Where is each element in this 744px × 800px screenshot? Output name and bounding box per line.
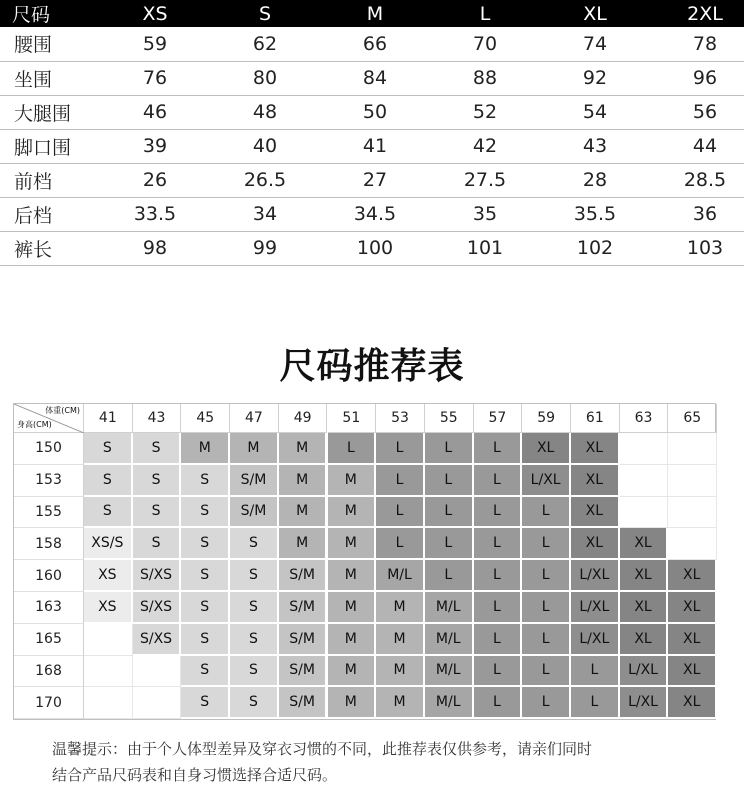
size-recommendation-cell: L/XL bbox=[571, 624, 620, 656]
size-recommendation-cell: XS bbox=[84, 560, 133, 592]
size-table-row bbox=[0, 197, 744, 231]
size-recommendation-cell: S bbox=[133, 528, 182, 560]
size-table-header: M bbox=[320, 0, 430, 27]
size-recommendation-cell: S/XS bbox=[133, 560, 182, 592]
measurement-label: 坐围 bbox=[0, 61, 100, 95]
measurement-value: 35.5 bbox=[540, 197, 650, 231]
measurement-value: 84 bbox=[320, 61, 430, 95]
size-recommendation-cell: XL bbox=[571, 497, 620, 529]
size-recommendation-cell: L bbox=[474, 687, 523, 719]
weight-axis-label: 体重(CM) bbox=[45, 406, 80, 415]
size-recommendation-cell: S/XS bbox=[133, 624, 182, 656]
recommendation-title: 尺码推荐表 bbox=[279, 346, 465, 387]
size-recommendation-cell: S bbox=[181, 656, 230, 688]
size-recommendation-cell: S bbox=[230, 624, 279, 656]
size-recommendation-cell: L bbox=[425, 433, 474, 465]
size-recommendation-cell: S/M bbox=[230, 465, 279, 497]
measurement-label: 腰围 bbox=[0, 27, 100, 61]
height-header: 165 bbox=[14, 624, 84, 656]
weight-header: 47 bbox=[230, 404, 279, 433]
size-table-row bbox=[0, 163, 744, 197]
size-recommendation-cell: S bbox=[181, 497, 230, 529]
size-recommendation-cell: M bbox=[328, 465, 377, 497]
height-header: 163 bbox=[14, 592, 84, 624]
size-recommendation-cell: L/XL bbox=[620, 687, 669, 719]
size-recommendation-cell: L bbox=[571, 656, 620, 688]
weight-header: 53 bbox=[376, 404, 425, 433]
size-table-row bbox=[0, 95, 744, 129]
recommendation-grid bbox=[13, 403, 716, 720]
measurement-value: 40 bbox=[210, 129, 320, 163]
size-recommendation-cell: XL bbox=[620, 624, 669, 656]
measurement-value: 35 bbox=[430, 197, 540, 231]
size-recommendation-cell: L/XL bbox=[620, 656, 669, 688]
size-recommendation-cell: L bbox=[425, 465, 474, 497]
tip-note bbox=[52, 736, 702, 788]
size-recommendation-cell: XS bbox=[84, 592, 133, 624]
height-header: 150 bbox=[14, 433, 84, 465]
size-recommendation-cell: M bbox=[328, 497, 377, 529]
size-recommendation-cell: XL bbox=[620, 592, 669, 624]
size-recommendation-cell: XS/S bbox=[84, 528, 133, 560]
empty-cell bbox=[133, 687, 182, 719]
size-recommendation-cell: XL bbox=[620, 560, 669, 592]
size-table-row bbox=[0, 61, 744, 95]
size-recommendation-cell: L/XL bbox=[571, 560, 620, 592]
empty-cell bbox=[84, 624, 133, 656]
size-recommendation-cell: S bbox=[230, 656, 279, 688]
measurement-value: 48 bbox=[210, 95, 320, 129]
size-recommendation-cell: XL bbox=[668, 687, 717, 719]
weight-header: 55 bbox=[425, 404, 474, 433]
size-recommendation-cell: S/XS bbox=[133, 592, 182, 624]
size-recommendation-cell: L bbox=[522, 592, 571, 624]
size-recommendation-cell: L bbox=[522, 624, 571, 656]
measurement-label: 后档 bbox=[0, 197, 100, 231]
measurement-value: 41 bbox=[320, 129, 430, 163]
empty-cell bbox=[620, 497, 669, 529]
size-recommendation-cell: XL bbox=[668, 592, 717, 624]
measurement-value: 76 bbox=[100, 61, 210, 95]
measurement-label: 脚口围 bbox=[0, 129, 100, 163]
measurement-value: 74 bbox=[540, 27, 650, 61]
size-recommendation-cell: L bbox=[474, 592, 523, 624]
measurement-value: 26 bbox=[100, 163, 210, 197]
measurement-value: 62 bbox=[210, 27, 320, 61]
empty-cell bbox=[84, 687, 133, 719]
size-recommendation-cell: M bbox=[328, 560, 377, 592]
height-header: 168 bbox=[14, 656, 84, 688]
size-recommendation-cell: M bbox=[376, 687, 425, 719]
weight-header: 59 bbox=[522, 404, 571, 433]
size-recommendation-cell: L bbox=[474, 528, 523, 560]
weight-header: 51 bbox=[328, 404, 377, 433]
size-recommendation-cell: M bbox=[376, 656, 425, 688]
size-recommendation-cell: L bbox=[376, 497, 425, 529]
size-recommendation-cell: XL bbox=[620, 528, 669, 560]
weight-header: 49 bbox=[279, 404, 328, 433]
size-recommendation-cell: S bbox=[84, 465, 133, 497]
size-recommendation-cell: L bbox=[425, 560, 474, 592]
measurement-value: 26.5 bbox=[210, 163, 320, 197]
measurement-value: 88 bbox=[430, 61, 540, 95]
measurement-value: 46 bbox=[100, 95, 210, 129]
size-recommendation-cell: M bbox=[279, 433, 328, 465]
empty-cell bbox=[620, 433, 669, 465]
measurement-value: 102 bbox=[540, 231, 650, 265]
size-recommendation-cell: M bbox=[279, 465, 328, 497]
measurement-value: 36 bbox=[650, 197, 744, 231]
size-recommendation-cell: XL bbox=[571, 465, 620, 497]
size-recommendation-cell: L bbox=[474, 433, 523, 465]
empty-cell bbox=[668, 497, 717, 529]
size-table-row bbox=[0, 129, 744, 163]
size-recommendation-cell: S bbox=[181, 592, 230, 624]
measurement-value: 28.5 bbox=[650, 163, 744, 197]
size-recommendation-cell: S bbox=[181, 624, 230, 656]
size-recommendation-cell: M bbox=[279, 528, 328, 560]
measurement-value: 66 bbox=[320, 27, 430, 61]
empty-cell bbox=[620, 465, 669, 497]
measurement-value: 43 bbox=[540, 129, 650, 163]
measurement-value: 92 bbox=[540, 61, 650, 95]
size-recommendation-cell: M bbox=[328, 528, 377, 560]
weight-header: 41 bbox=[84, 404, 133, 433]
size-recommendation-cell: S/M bbox=[230, 497, 279, 529]
measurement-value: 56 bbox=[650, 95, 744, 129]
measurement-value: 100 bbox=[320, 231, 430, 265]
height-header: 170 bbox=[14, 687, 84, 719]
size-recommendation-cell: S/M bbox=[279, 656, 328, 688]
size-recommendation-cell: L bbox=[376, 528, 425, 560]
measurement-label: 裤长 bbox=[0, 231, 100, 265]
size-recommendation-cell: S/M bbox=[279, 560, 328, 592]
size-recommendation-cell: M bbox=[328, 687, 377, 719]
size-recommendation-cell: S bbox=[133, 433, 182, 465]
size-table-header: 尺码 bbox=[0, 0, 100, 27]
size-table bbox=[0, 0, 744, 266]
size-recommendation-cell: S bbox=[133, 497, 182, 529]
weight-header: 45 bbox=[181, 404, 230, 433]
measurement-value: 101 bbox=[430, 231, 540, 265]
measurement-label: 前档 bbox=[0, 163, 100, 197]
size-recommendation-cell: XL bbox=[668, 656, 717, 688]
size-recommendation-cell: L bbox=[376, 465, 425, 497]
empty-cell bbox=[668, 433, 717, 465]
size-recommendation-cell: S bbox=[84, 433, 133, 465]
height-header: 160 bbox=[14, 560, 84, 592]
size-recommendation-cell: L bbox=[522, 560, 571, 592]
height-axis-label: 身高(CM) bbox=[17, 420, 52, 429]
size-recommendation-cell: S bbox=[230, 560, 279, 592]
size-table-header-row bbox=[0, 0, 744, 27]
measurement-value: 98 bbox=[100, 231, 210, 265]
size-recommendation-cell: L bbox=[328, 433, 377, 465]
size-recommendation-cell: M bbox=[376, 592, 425, 624]
measurement-value: 50 bbox=[320, 95, 430, 129]
measurement-value: 96 bbox=[650, 61, 744, 95]
size-recommendation-cell: L bbox=[474, 465, 523, 497]
weight-header: 65 bbox=[668, 404, 717, 433]
size-recommendation-cell: S bbox=[230, 528, 279, 560]
size-recommendation-cell: M bbox=[328, 624, 377, 656]
size-table-header: S bbox=[210, 0, 320, 27]
size-recommendation-cell: L bbox=[571, 687, 620, 719]
size-recommendation-cell: M bbox=[376, 624, 425, 656]
measurement-value: 78 bbox=[650, 27, 744, 61]
tip-note-line-1: 温馨提示：由于个人体型差异及穿衣习惯的不同，此推荐表仅供参考，请亲们同时 bbox=[52, 740, 593, 758]
measurement-value: 103 bbox=[650, 231, 744, 265]
empty-cell bbox=[668, 528, 717, 560]
size-recommendation-cell: S bbox=[133, 465, 182, 497]
measurement-value: 39 bbox=[100, 129, 210, 163]
size-recommendation-cell: M bbox=[328, 592, 377, 624]
grid-corner-header bbox=[14, 404, 84, 433]
size-recommendation-cell: L bbox=[522, 656, 571, 688]
size-recommendation-cell: S bbox=[181, 560, 230, 592]
size-recommendation-cell: M bbox=[328, 656, 377, 688]
size-recommendation-cell: XL bbox=[571, 528, 620, 560]
size-recommendation-cell: L bbox=[474, 624, 523, 656]
size-recommendation-cell: S bbox=[230, 687, 279, 719]
size-table-body bbox=[0, 27, 744, 265]
measurement-value: 42 bbox=[430, 129, 540, 163]
height-header: 155 bbox=[14, 497, 84, 529]
measurement-value: 80 bbox=[210, 61, 320, 95]
size-table-row bbox=[0, 27, 744, 61]
size-recommendation-cell: M/L bbox=[425, 592, 474, 624]
measurement-value: 99 bbox=[210, 231, 320, 265]
measurement-value: 27.5 bbox=[430, 163, 540, 197]
size-recommendation-cell: S/M bbox=[279, 592, 328, 624]
size-recommendation-cell: L bbox=[522, 497, 571, 529]
measurement-label: 大腿围 bbox=[0, 95, 100, 129]
size-recommendation-cell: M/L bbox=[376, 560, 425, 592]
size-recommendation-cell: XL bbox=[571, 433, 620, 465]
size-recommendation-cell: S bbox=[84, 497, 133, 529]
size-recommendation-cell: M bbox=[230, 433, 279, 465]
size-recommendation-cell: L/XL bbox=[571, 592, 620, 624]
size-table-header: XL bbox=[540, 0, 650, 27]
measurement-value: 54 bbox=[540, 95, 650, 129]
height-header: 153 bbox=[14, 465, 84, 497]
size-recommendation-cell: L bbox=[376, 433, 425, 465]
size-recommendation-cell: S bbox=[181, 687, 230, 719]
size-recommendation-cell: S bbox=[181, 528, 230, 560]
size-recommendation-cell: L bbox=[425, 497, 474, 529]
size-recommendation-cell: L bbox=[474, 560, 523, 592]
size-table-row bbox=[0, 231, 744, 265]
height-header: 158 bbox=[14, 528, 84, 560]
weight-header: 61 bbox=[571, 404, 620, 433]
measurement-value: 70 bbox=[430, 27, 540, 61]
measurement-value: 34 bbox=[210, 197, 320, 231]
size-recommendation-cell: XL bbox=[668, 624, 717, 656]
size-recommendation-cell: L bbox=[522, 687, 571, 719]
size-recommendation-cell: M/L bbox=[425, 624, 474, 656]
empty-cell bbox=[84, 656, 133, 688]
measurement-value: 52 bbox=[430, 95, 540, 129]
size-recommendation-cell: M/L bbox=[425, 656, 474, 688]
tip-note-line-2: 结合产品尺码表和自身习惯选择合适尺码。 bbox=[52, 766, 338, 784]
size-recommendation-cell: XL bbox=[668, 560, 717, 592]
size-recommendation-cell: S bbox=[230, 592, 279, 624]
size-recommendation-cell: M/L bbox=[425, 687, 474, 719]
empty-cell bbox=[133, 656, 182, 688]
size-recommendation-cell: M bbox=[279, 497, 328, 529]
size-table-header: 2XL bbox=[650, 0, 744, 27]
measurement-value: 27 bbox=[320, 163, 430, 197]
size-recommendation-cell: S/M bbox=[279, 624, 328, 656]
measurement-value: 44 bbox=[650, 129, 744, 163]
size-recommendation-cell: S/M bbox=[279, 687, 328, 719]
size-table-header: L bbox=[430, 0, 540, 27]
size-recommendation-cell: L bbox=[522, 528, 571, 560]
measurement-value: 28 bbox=[540, 163, 650, 197]
size-recommendation-cell: M bbox=[181, 433, 230, 465]
measurement-value: 59 bbox=[100, 27, 210, 61]
weight-header: 43 bbox=[133, 404, 182, 433]
measurement-value: 34.5 bbox=[320, 197, 430, 231]
size-recommendation-cell: L bbox=[425, 528, 474, 560]
weight-header: 57 bbox=[474, 404, 523, 433]
size-recommendation-cell: L/XL bbox=[522, 465, 571, 497]
empty-cell bbox=[668, 465, 717, 497]
size-recommendation-cell: L bbox=[474, 497, 523, 529]
measurement-value: 33.5 bbox=[100, 197, 210, 231]
size-recommendation-cell: L bbox=[474, 656, 523, 688]
size-recommendation-cell: XL bbox=[522, 433, 571, 465]
size-recommendation-cell: S bbox=[181, 465, 230, 497]
weight-header: 63 bbox=[620, 404, 669, 433]
size-table-header: XS bbox=[100, 0, 210, 27]
